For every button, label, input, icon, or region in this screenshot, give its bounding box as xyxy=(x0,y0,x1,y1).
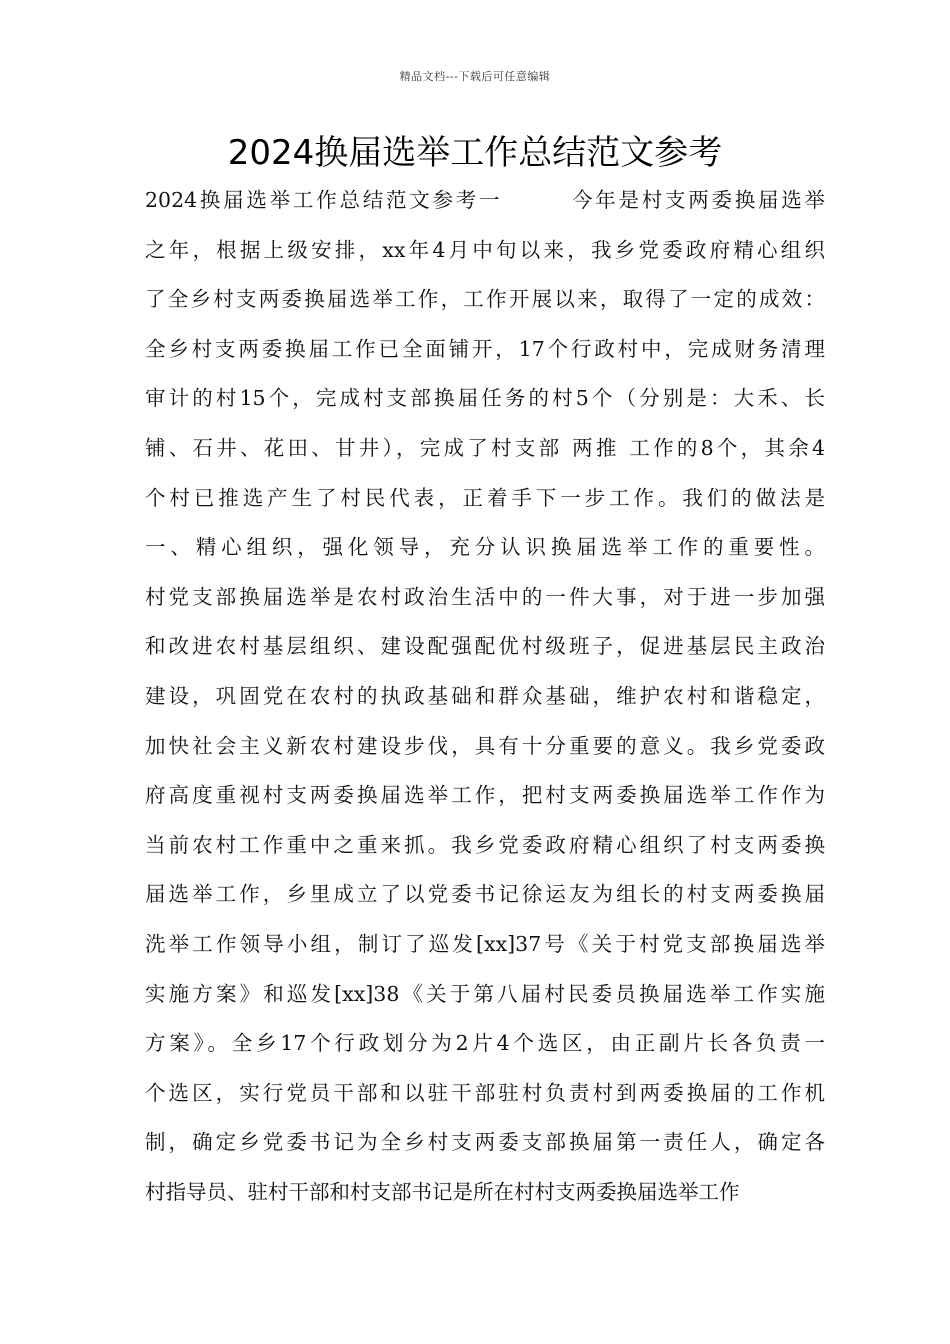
body-text-line: 届选举工作，乡里成立了以党委书记徐运友为组长的村支两委换届 xyxy=(145,882,825,907)
body-text-line: 和改进农村基层组织、建设配强配优村级班子，促进基层民主政治 xyxy=(145,634,825,659)
body-text-line: 制，确定乡党委书记为全乡村支两委支部换届第一责任人，确定各 xyxy=(145,1130,825,1155)
body-text-line: 铺、石井、花田、甘井），完成了村支部 两推 工作的8个，其余4 xyxy=(145,435,825,460)
body-text-line: 全乡村支两委换届工作已全面铺开，17个行政村中，完成财务清理 xyxy=(145,336,825,361)
body-text-line: 加快社会主义新农村建设步伐，具有十分重要的意义。我乡党委政 xyxy=(145,733,825,758)
body-text-line: 个选区，实行党员干部和以驻干部驻村负责村到两委换届的工作机 xyxy=(145,1080,825,1105)
body-text-line: 建设，巩固党在农村的执政基础和群众基础，维护农村和谐稳定， xyxy=(145,683,825,708)
body-text-line: 村党支部换届选举是农村政治生活中的一件大事，对于进一步加强 xyxy=(145,584,825,609)
body-text-line: 2024换届选举工作总结范文参考一 今年是村支两委换届选举 xyxy=(145,188,825,212)
body-text-line: 审计的村15个，完成村支部换届任务的村5个（分别是：大禾、长 xyxy=(145,386,825,411)
body-text-line: 一、精心组织，强化领导，充分认识换届选举工作的重要性。 xyxy=(145,535,825,560)
body-text-line: 方案》。全乡17个行政划分为2片4个选区，由正副片长各负责一 xyxy=(145,1031,825,1056)
body-text-line: 了全乡村支两委换届选举工作，工作开展以来，取得了一定的成效： xyxy=(145,287,825,312)
page-header-watermark: 精品文档---下载后可任意编辑 xyxy=(399,70,551,83)
body-text-line: 实施方案》和巡发[xx]38《关于第八届村民委员换届选举工作实施 xyxy=(145,981,825,1006)
body-text-line: 之年，根据上级安排，xx年4月中旬以来，我乡党委政府精心组织 xyxy=(145,237,825,262)
document-body xyxy=(145,182,825,1223)
body-text-line: 村指导员、驻村干部和村支部书记是所在村村支两委换届选举工作 xyxy=(145,1179,740,1204)
body-text-line: 当前农村工作重中之重来抓。我乡党委政府精心组织了村支两委换 xyxy=(145,832,825,857)
document-title: 2024换届选举工作总结范文参考 xyxy=(227,133,723,173)
body-text-line: 洗举工作领导小组，制订了巡发[xx]37号《关于村党支部换届选举 xyxy=(145,931,825,956)
body-text-line: 府高度重视村支两委换届选举工作，把村支两委换届选举工作作为 xyxy=(145,783,825,808)
body-text-line: 个村已推选产生了村民代表，正着手下一步工作。我们的做法是 xyxy=(145,485,825,510)
